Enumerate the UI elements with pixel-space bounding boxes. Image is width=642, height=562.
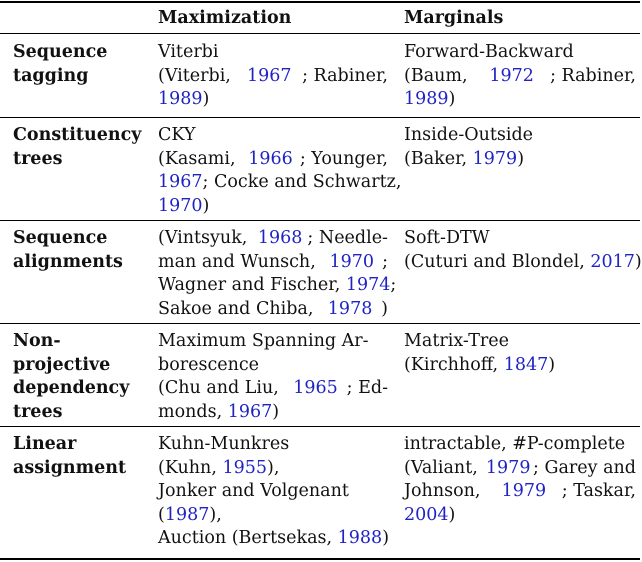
cell-line: [404, 251, 642, 275]
cell-line: [404, 330, 636, 354]
marginals-cell: [404, 227, 642, 274]
cell-text: Forward-Backward: [404, 42, 574, 62]
cell-text: intractable, #P-complete: [404, 434, 626, 454]
cell-text: ;: [390, 275, 397, 296]
cell-text: ; Needle-: [307, 228, 388, 248]
citation-link[interactable]: 1974: [345, 275, 391, 296]
citation-link[interactable]: 1989: [404, 89, 449, 110]
cell-text: monds,: [158, 401, 228, 422]
cell-text: borescence: [158, 354, 260, 375]
cell-text: Soft-DTW: [404, 228, 490, 248]
cell-text: ): [202, 89, 210, 110]
cell-text: ; Garey and: [533, 457, 636, 478]
category-line: Sequence: [13, 42, 108, 62]
cell-line: [158, 527, 388, 551]
cell-line: [404, 504, 636, 528]
marginals-cell: [404, 433, 636, 527]
cell-line: [404, 124, 636, 148]
cell-line: [404, 88, 636, 112]
cell-text: ): [517, 148, 525, 169]
cell-line: [158, 148, 388, 172]
cell-text: ;: [382, 251, 388, 272]
citation-link[interactable]: 1967: [227, 401, 273, 422]
citation-link[interactable]: 1955: [222, 457, 268, 478]
cell-line: [404, 433, 636, 457]
cell-line: [158, 457, 388, 481]
cell-line: [158, 227, 388, 251]
cell-text: ): [548, 354, 556, 375]
cell-text: Sakoe and Chiba,: [158, 298, 319, 319]
category-line: trees: [13, 148, 63, 169]
row-category: [13, 330, 143, 424]
cell-line: [158, 65, 388, 89]
cell-text: ; Cocke and Schwartz,: [202, 172, 402, 193]
citation-link[interactable]: 1988: [337, 528, 383, 549]
cell-text: Jonker and Volgenant: [158, 481, 349, 502]
cell-text: (Kuhn,: [158, 457, 223, 478]
top-rule: [0, 1, 640, 3]
row-category: [13, 41, 143, 88]
cell-text: (Cuturi and Blondel,: [404, 251, 591, 272]
cell-line: [404, 65, 636, 89]
cell-line: [404, 148, 636, 172]
cell-line: [158, 377, 388, 401]
category-line: dependency: [13, 378, 130, 399]
marginals-cell: [404, 330, 636, 377]
cell-text: ): [381, 298, 388, 319]
cell-line: [158, 401, 388, 425]
cell-line: [404, 480, 636, 504]
citation-link[interactable]: 1978: [327, 298, 373, 319]
row-separator: [0, 426, 640, 427]
maximization-cell: [158, 41, 388, 112]
cell-text: Viterbi: [158, 42, 219, 62]
cell-line: [158, 88, 388, 112]
cell-line: [404, 41, 636, 65]
header-rule: [0, 33, 640, 34]
category-line: Constituency: [13, 125, 142, 145]
row-separator: [0, 323, 640, 324]
cell-text: ; Younger,: [299, 148, 388, 169]
citation-link[interactable]: 2004: [404, 504, 449, 525]
cell-line: [404, 227, 636, 251]
cell-text: ): [634, 251, 642, 272]
cell-line: [404, 354, 636, 378]
cell-text: ; Taskar,: [561, 481, 636, 502]
category-line: Non-: [13, 331, 61, 351]
maximization-cell: [158, 433, 388, 551]
cell-text: ): [202, 195, 210, 216]
citation-link[interactable]: 1970: [329, 251, 374, 272]
cell-line: [158, 504, 388, 528]
cell-text: Johnson,: [404, 481, 487, 502]
category-line: trees: [13, 401, 63, 422]
maximization-cell: [158, 227, 397, 321]
marginals-cell: [404, 41, 636, 112]
cell-text: CKY: [158, 125, 196, 145]
cell-text: ; Rabiner,: [550, 65, 636, 86]
row-separator: [0, 117, 640, 118]
row-category: [13, 433, 143, 480]
cell-text: Wagner and Fischer,: [158, 275, 346, 296]
citation-link[interactable]: 1979: [501, 481, 547, 502]
cell-text: (Vintsyuk,: [158, 228, 253, 248]
cell-text: (Baum,: [404, 65, 474, 86]
bottom-rule: [0, 558, 640, 560]
cell-text: Matrix-Tree: [404, 331, 509, 351]
category-line: tagging: [13, 65, 89, 86]
citation-link[interactable]: 1966: [248, 148, 293, 169]
cell-text: ): [382, 528, 390, 549]
cell-line: [158, 171, 402, 195]
citation-link[interactable]: 1967: [246, 65, 292, 86]
cell-text: ): [448, 89, 456, 110]
cell-text: man and Wunsch,: [158, 251, 322, 272]
category-line: alignments: [13, 251, 123, 272]
row-category: [13, 124, 143, 171]
cell-text: (: [158, 504, 165, 525]
cell-text: ),: [267, 457, 280, 478]
citation-link[interactable]: 1847: [503, 354, 549, 375]
cell-text: (Kasami,: [158, 148, 242, 169]
cell-text: ): [448, 504, 456, 525]
citation-link[interactable]: 1965: [293, 378, 338, 399]
cell-text: Kuhn-Munkres: [158, 434, 290, 454]
cell-text: Inside-Outside: [404, 125, 534, 145]
cell-text: ; Rabiner,: [302, 65, 388, 86]
cell-line: [158, 195, 388, 219]
cell-text: ),: [209, 504, 222, 525]
cell-line: [158, 354, 388, 378]
cell-text: (Chu and Liu,: [158, 378, 285, 399]
cell-line: [158, 251, 388, 275]
cell-text: ): [272, 401, 280, 422]
marginals-cell: [404, 124, 636, 171]
citation-link[interactable]: 1972: [489, 65, 534, 86]
cell-line: [404, 457, 636, 481]
citation-link[interactable]: 1979: [485, 457, 531, 478]
cell-text: (Viterbi,: [158, 65, 237, 86]
cell-text: Maximum Spanning Ar-: [158, 331, 369, 351]
cell-line: [158, 274, 397, 298]
cell-text: (Kirchhoff,: [404, 354, 504, 375]
cell-text: Auction (Bertsekas,: [158, 528, 338, 549]
cell-line: [158, 298, 388, 322]
header-maximization: Maximization: [158, 8, 292, 28]
cell-line: [158, 124, 388, 148]
cell-line: [158, 330, 388, 354]
cell-text: (Valiant,: [404, 457, 484, 478]
citation-link[interactable]: 1967: [158, 172, 203, 193]
citation-link[interactable]: 1970: [158, 195, 203, 216]
cell-line: [158, 480, 388, 504]
category-line: assignment: [13, 457, 127, 478]
category-line: Linear: [13, 434, 77, 454]
citation-link[interactable]: 1987: [164, 504, 210, 525]
cell-line: [158, 41, 388, 65]
citation-link[interactable]: 2017: [590, 251, 635, 272]
cell-line: [158, 433, 388, 457]
category-line: Sequence: [13, 228, 108, 248]
category-line: projective: [13, 354, 111, 375]
row-category: [13, 227, 143, 274]
cell-text: (Baker,: [404, 148, 473, 169]
maximization-cell: [158, 330, 388, 424]
citation-link[interactable]: 1968: [257, 228, 303, 248]
maximization-cell: [158, 124, 402, 218]
citation-link[interactable]: 1979: [472, 148, 518, 169]
citation-link[interactable]: 1989: [158, 89, 203, 110]
header-marginals: Marginals: [404, 8, 504, 28]
row-separator: [0, 220, 640, 221]
cell-text: ; Ed-: [346, 378, 388, 399]
